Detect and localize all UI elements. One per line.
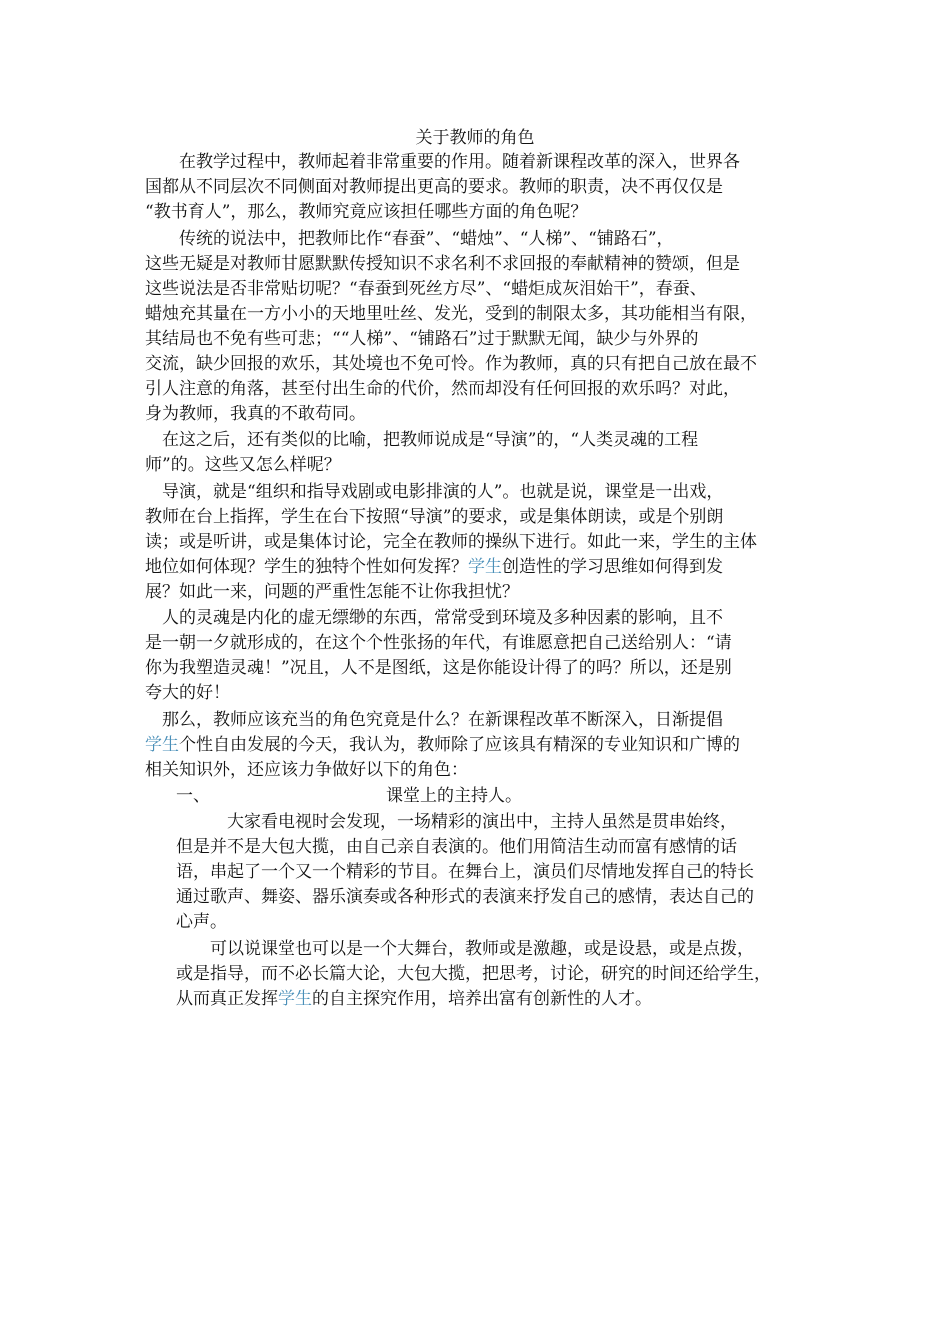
paragraph-line	[176, 987, 806, 1012]
paragraph-line: 通过歌声、舞姿、器乐演奏或各种形式的表演来抒发自己的感情，表达自己的	[176, 887, 754, 907]
document-title: 关于教师的角色	[415, 128, 535, 148]
paragraph-line	[145, 733, 805, 758]
paragraph-line-text: 从而真正发挥	[176, 989, 278, 1009]
paragraph-line: 传统的说法中，把教师比作“春蚕”、“蜡烛”、“人梯”、“铺路石”，	[145, 229, 674, 249]
paragraph-line: 交流，缺少回报的欢乐，其处境也不免可怜。作为教师，真的只有把自己放在最不	[145, 354, 757, 374]
paragraph-line: 夸大的好！	[145, 683, 230, 703]
highlighted-link-text[interactable]: 学生	[145, 735, 179, 755]
paragraph-line: 可以说课堂也可以是一个大舞台，教师或是激趣，或是设悬，或是点拨，	[176, 939, 754, 959]
paragraph-line: 或是指导，而不必长篇大论，大包大揽，把思考，讨论，研究的时间还给学生，	[176, 964, 771, 984]
paragraph-line: 蜡烛充其量在一方小小的天地里吐丝、发光，受到的制限太多，其功能相当有限，	[145, 304, 757, 324]
paragraph-line-text: 个性自由发展的今天，我认为，教师除了应该具有精深的专业知识和广博的	[179, 735, 740, 755]
paragraph-line: 大家看电视时会发现，一场精彩的演出中，主持人虽然是贯串始终，	[176, 812, 737, 832]
paragraph-line: 教师在台上指挥，学生在台下按照“导演”的要求，或是集体朗读，或是个别朗	[145, 507, 724, 527]
paragraph-line: 那么，教师应该充当的角色究竟是什么？在新课程改革不断深入，日渐提倡	[145, 710, 723, 730]
paragraph-line: 师”的。这些又怎么样呢？	[145, 455, 341, 475]
paragraph-line: 在教学过程中，教师起着非常重要的作用。随着新课程改革的深入，世界各	[145, 152, 740, 172]
paragraph-line: 但是并不是大包大揽，由自己亲自表演的。他们用简洁生动而富有感情的话	[176, 837, 737, 857]
paragraph-line: 你为我塑造灵魂！”况且，人不是图纸，这是你能设计得了的吗？所以，还是别	[145, 658, 732, 678]
paragraph-line: 这些无疑是对教师甘愿默默传授知识不求名利不求回报的奉献精神的赞颂，但是	[145, 254, 740, 274]
highlighted-link-text[interactable]: 学生	[278, 989, 312, 1009]
section-heading: 课堂上的主持人。	[386, 786, 522, 806]
highlighted-link-text[interactable]: 学生	[468, 557, 502, 577]
paragraph-line: 导演，就是“组织和指导戏剧或电影排演的人”。也就是说，课堂是一出戏，	[145, 482, 724, 502]
paragraph-line-text: 地位如何体现？学生的独特个性如何发挥？	[145, 557, 468, 577]
paragraph-line: 人的灵魂是内化的虚无缥缈的东西，常常受到环境及多种因素的影响，且不	[145, 608, 723, 628]
paragraph-line: 相关知识外，还应该力争做好以下的角色：	[145, 760, 468, 780]
paragraph-line	[145, 555, 805, 580]
paragraph-line: 其结局也不免有些可悲；““人梯”、“铺路石”过于默默无闻，缺少与外界的	[145, 329, 699, 349]
paragraph-line: 身为教师，我真的不敢苟同。	[145, 404, 366, 424]
paragraph-line: 引人注意的角落，甚至付出生命的代价，然而却没有任何回报的欢乐吗？对此，	[145, 379, 740, 399]
paragraph-line-text: 创造性的学习思维如何得到发	[502, 557, 723, 577]
paragraph-line: 读；或是听讲，或是集体讨论，完全在教师的操纵下进行。如此一来，学生的主体	[145, 532, 757, 552]
paragraph-line: 心声。	[176, 912, 227, 932]
paragraph-line: 这些说法是否非常贴切呢？“春蚕到死丝方尽”、“蜡炬成灰泪始干”，春蚕、	[145, 279, 707, 299]
paragraph-line: 是一朝一夕就形成的，在这个个性张扬的年代，有谁愿意把自己送给别人：“请	[145, 633, 732, 653]
paragraph-line: 国都从不同层次不同侧面对教师提出更高的要求。教师的职责，决不再仅仅是	[145, 177, 723, 197]
paragraph-line: 在这之后，还有类似的比喻，把教师说成是“导演”的，“人类灵魂的工程	[145, 430, 699, 450]
section-number: 一、	[176, 786, 210, 806]
paragraph-line: “教书育人”，那么，教师究竟应该担任哪些方面的角色呢？	[145, 202, 588, 222]
paragraph-line-text: 的自主探究作用，培养出富有创新性的人才。	[312, 989, 652, 1009]
paragraph-line: 展？如此一来，问题的严重性怎能不让你我担忧？	[145, 582, 519, 602]
paragraph-line: 语，串起了一个又一个精彩的节目。在舞台上，演员们尽情地发挥自己的特长	[176, 862, 754, 882]
